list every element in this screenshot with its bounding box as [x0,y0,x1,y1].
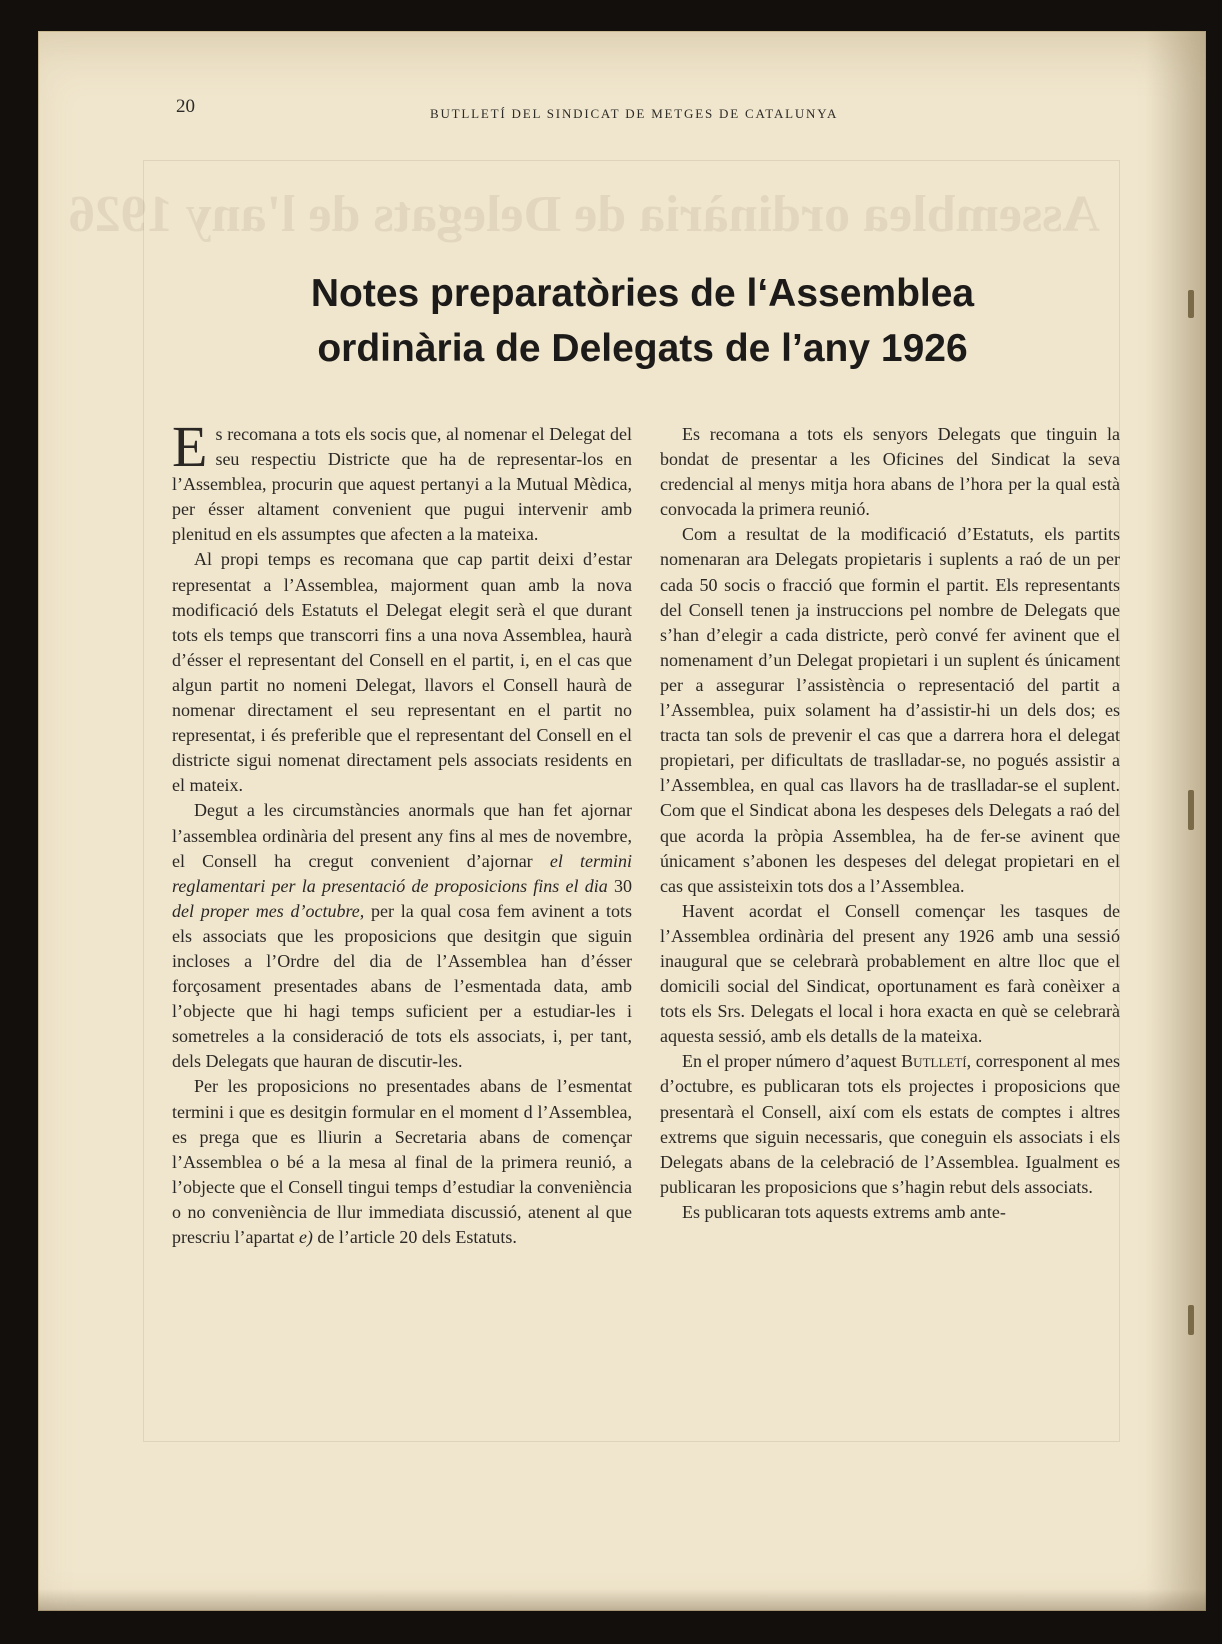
paragraph [172,1074,632,1250]
paragraph-text: de l’article 20 dels Estatuts. [312,1227,517,1247]
paragraph [172,414,632,547]
article-title-line-2: ordinària de Delegats de l’any 1926 [317,327,968,370]
page-bottom-shadow [38,1589,1206,1611]
page-curl-shadow [1146,31,1206,1611]
article-title-line-1: Notes preparatòries de l‘Assemblea [310,272,975,315]
paragraph-text: s recomana a tots els socis que, al nomenar el Delegat del seu respectiu Districte que ha de representar-los en l’Assemblea, procurin que aquest pertanyi a la Mutual Mèdica, per ésser altament convenient que pugui intervenir amb plenitud en els assumptes que afecten a la mateixa. [172,424,632,545]
right-column [660,422,1120,1225]
paragraph-text: Degut a les circumstàncies anormals que han fet ajornar l’assemblea ordinària del present any fins al mes de novembre, el Consell ha cregut convenient d’ajornar [172,800,632,871]
running-head: BUTLLETÍ DEL SINDICAT DE METGES DE CATALUNYA [430,106,839,121]
paragraph-text: En el proper número d’aquest [682,1051,902,1072]
left-column [172,414,632,1250]
page-edge-mark [1188,1305,1194,1335]
page-edge-mark [1188,790,1194,830]
paragraph-text: , corresponent al mes d’octubre, es publicaran tots els projectes i proposicions que presentarà el Consell, així com els estats de comptes i altres extrems que siguin necessaris, que coneguin els associats i els Delegats abans de la celebració de l’Assemblea. Igualment es publicaran les proposicions que s’hagin rebut dels associats. [660,1051,1120,1197]
page-number: 20 [176,96,195,117]
small-caps-text: Butlletí [901,1051,967,1072]
paragraph [172,798,632,1074]
italic-text: el termini reglamentari per la presentació de proposicions fins el dia [172,850,632,896]
page-edge-mark [1188,290,1194,318]
paragraph-text: Per les proposicions no presentades abans de l’esmentat termini i que es desitgin formular en el moment d l’Assemblea, es prega que es lliurin a Secretaria abans de començar l’Assemblea o bé a la mesa al final de la primera reunió, a l’objecte que el Consell tingui temps d’estudiar la conveniència o no conveniència de llur immediata discussió, atenent al que prescriu l’apartat [172,1076,632,1247]
paragraph [660,1049,1120,1200]
italic-text: del proper mes d’octubre, [172,900,365,921]
paragraph: Havent acordat el Consell començar les tasques de l’Assemblea ordinària del present any 1926 amb una sessió inaugural que se celebrarà probablement en altre lloc que el domicili social del Sindicat, oportunament es farà conèixer a tots els Srs. Delegats el local i hora exacta en què se celebrarà aquesta sessió, amb els detalls de la mateixa. [660,900,1120,1047]
italic-text: e) [298,1227,313,1247]
paragraph: Es publicaran tots aquests extrems amb ante- [682,1201,1006,1222]
article-title [170,266,1115,376]
show-through-text: Assemblea ordinària de Delegats de l'any 1926 [68,186,1100,243]
paragraph: Com a resultat de la modificació d’Estatuts, els partits nomenaran ara Delegats propietaris i suplents a raó de un per cada 50 socis o fracció que formin el partit. Els representants del Consell tenen ja instruccions pel nombre de Delegats que s’han d’elegir a cada districte, però convé fer avinent que el nomenament d’un Delegat propietari i un suplent és únicament per a assegurar l’assistència o representació del partit a l’Assemblea, puix solament ha d’assistir-hi un dels dos; es tracta tan sols de prevenir el cas que a darrera hora el delegat propietari, per dificultats de traslladar-se, no pogués assistir a l’Assemblea, en qual cas llavors ha de traslladar-se el suplent. Com que el Sindicat abona les despeses dels Delegats a raó del que acorda la pròpia Assemblea, ha de fer-se avinent que únicament s’abonen les despeses del delegat propietari en el cas que assisteixin tots dos a l’Assemblea. [660,524,1120,896]
paragraph: Es recomana a tots els senyors Delegats que tinguin la bondat de presentar a les Oficines del Sindicat la seva credencial al menys mitja hora abans de l’hora per la qual està convocada la primera reunió. [660,424,1120,520]
drop-cap: E [172,414,208,479]
paragraph-text: 30 [607,875,632,896]
paragraph: Al propi temps es recomana que cap partit deixi d’estar representat a l’Assemblea, majorment quan amb la nova modificació dels Estatuts el Delegat elegit serà el que durant tots els temps que transcorri fins a una nova Assemblea, haurà d’ésser el representant del Consell en el partit, i, en el cas que algun partit no nomeni Delegat, llavors el Consell haurà de nomenar directament el seu representant en el partit no representat, i és preferible que el representant del Consell en el districte sigui nomenat directament pels associats residents en el mateix. [172,549,632,796]
paragraph-text: per la qual cosa fem avinent a tots els associats que les proposicions que desitgin que siguin incloses a l’Ordre del dia de l’Assemblea han d’ésser forçosament presentades abans de l’esmentada data, amb l’objecte que hi hagi temps suficient per a estudiar-les i sometreles a la consideració de tots els associats, i, per tant, dels Delegats que hauran de discutir-les. [172,900,632,1072]
